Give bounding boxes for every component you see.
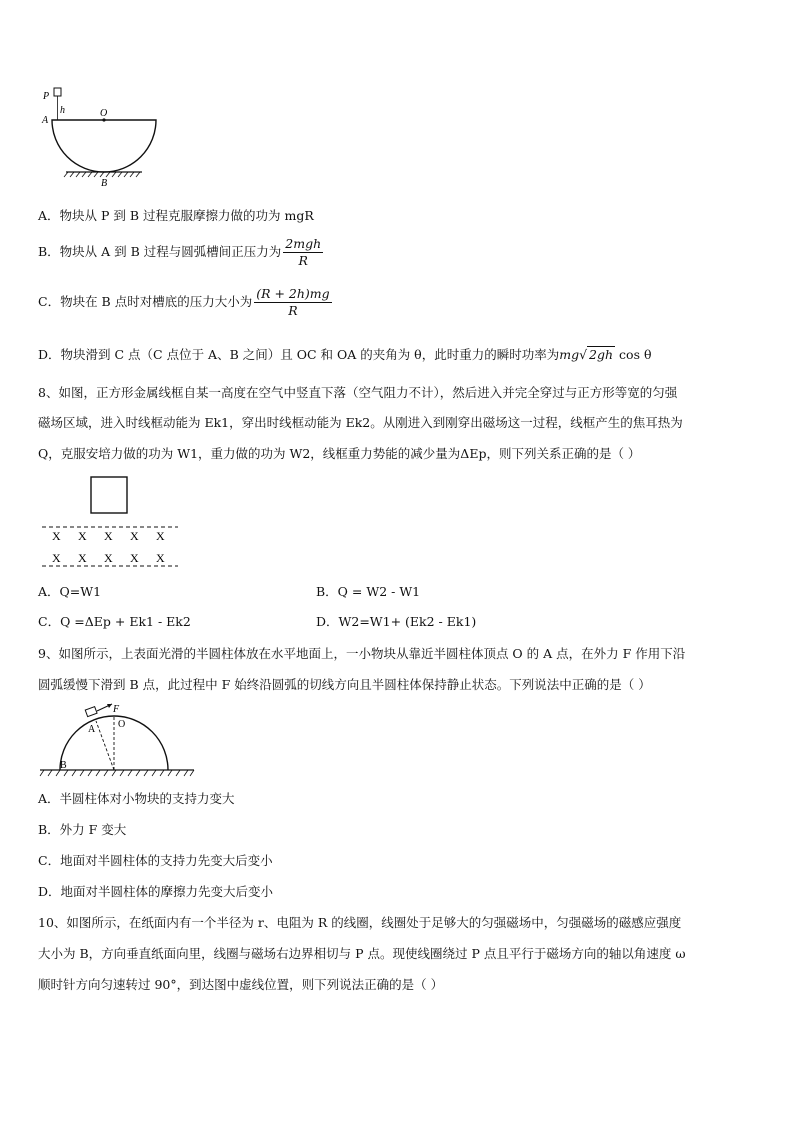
field-mark: X [156, 551, 165, 565]
label-b: B [60, 760, 67, 771]
q8-option-b: B．Q = W2 - W1 [316, 584, 421, 599]
q7-option-d-mg: mg [559, 347, 580, 362]
label-h: h [60, 105, 65, 116]
field-mark: X [130, 551, 139, 565]
field-mark: X [78, 529, 87, 543]
q9-option-d: D．地面对半圆柱体的摩擦力先变大后变小 [38, 884, 274, 899]
fraction-denominator: R [288, 303, 298, 318]
half-cylinder-diagram [38, 700, 200, 780]
q9-stem-line1: 9、如图所示，上表面光滑的半圆柱体放在水平地面上，一小物块从靠近半圆柱体顶点 O 的 A 点，在外力 F 作用下沿 [38, 646, 686, 661]
magnetic-field-diagram [38, 474, 182, 570]
q7-option-b-text: B．物块从 A 到 B 过程与圆弧槽间正压力为 [38, 244, 282, 259]
label-a: A [88, 724, 96, 735]
q7-option-a: A．物块从 P 到 B 过程克服摩擦力做的功为 mgR [38, 208, 314, 223]
fraction-numerator: 2mgh [285, 236, 322, 251]
q9-option-c: C．地面对半圆柱体的支持力先变大后变小 [38, 853, 273, 868]
field-mark: X [78, 551, 87, 565]
q8-option-d: D．W2=W1+ (Ek2 - Ek1) [316, 614, 477, 629]
label-b: B [101, 178, 108, 189]
q10-stem-line1: 10、如图所示，在纸面内有一个半径为 r、电阻为 R 的线圈，线圈处于足够大的匀强磁场中，匀强磁场的磁感应强度 [38, 915, 682, 930]
q7-option-d-text: D．物块滑到 C 点（C 点位于 A、B 之间）且 OC 和 OA 的夹角为 θ，此时重力的瞬时功率为 [38, 347, 560, 362]
q7-option-b-fraction [283, 236, 323, 269]
q7-option-d-sqrt: 2gh [589, 347, 614, 362]
q10-stem-line3: 顺时针方向匀速转过 90°，到达图中虚线位置，则下列说法正确的是（ ） [38, 977, 444, 992]
q8-stem-line1: 8、如图，正方形金属线框自某一高度在空气中竖直下落（空气阻力不计），然后进入并完全穿过与正方形等宽的匀强 [38, 385, 678, 400]
label-o: O [100, 108, 108, 119]
label-p: P [43, 91, 50, 102]
q7-option-d [38, 346, 652, 364]
sqrt-sign: √ [579, 347, 588, 362]
q9-option-a: A．半圆柱体对小物块的支持力变大 [38, 791, 235, 806]
bowl-diagram [38, 86, 168, 192]
q8-stem-line3: Q，克服安培力做的功为 W1，重力做的功为 W2，线框重力势能的减少量为ΔEp，则下列关系正确的是（ ） [38, 446, 641, 461]
field-mark: X [104, 551, 113, 565]
field-mark: X [104, 529, 113, 543]
q7-option-b [38, 236, 325, 269]
label-f: F [113, 704, 120, 715]
q7-option-d-cos: cos θ [619, 347, 652, 362]
field-mark: X [52, 551, 61, 565]
q7-option-c-text: C．物块在 B 点时对槽底的压力大小为 [38, 294, 253, 309]
q8-option-c: C．Q =ΔEp + Ek1 - Ek2 [38, 614, 191, 629]
q8-option-a: A．Q=W1 [38, 584, 102, 599]
q7-option-c [38, 286, 334, 319]
q7-option-c-fraction [254, 286, 331, 319]
label-a: A [42, 115, 49, 126]
field-mark: X [52, 529, 61, 543]
label-o: O [118, 719, 126, 730]
field-mark: X [156, 529, 165, 543]
field-mark: X [130, 529, 139, 543]
q9-option-b: B．外力 F 变大 [38, 822, 127, 837]
q10-stem-line2: 大小为 B，方向垂直纸面向里，线圈与磁场右边界相切与 P 点。现使线圈绕过 P 点且平行于磁场方向的轴以角速度 ω [38, 946, 686, 961]
fraction-denominator: R [298, 253, 308, 268]
q8-stem-line2: 磁场区域，进入时线框动能为 Ek1，穿出时线框动能为 Ek2。从刚进入到刚穿出磁场这一过程，线框产生的焦耳热为 [38, 415, 683, 430]
fraction-numerator: (R + 2h)mg [256, 286, 330, 301]
q9-stem-line2: 圆弧缓慢下滑到 B 点，此过程中 F 始终沿圆弧的切线方向且半圆柱体保持静止状态。下列说法中正确的是（ ） [38, 677, 651, 692]
